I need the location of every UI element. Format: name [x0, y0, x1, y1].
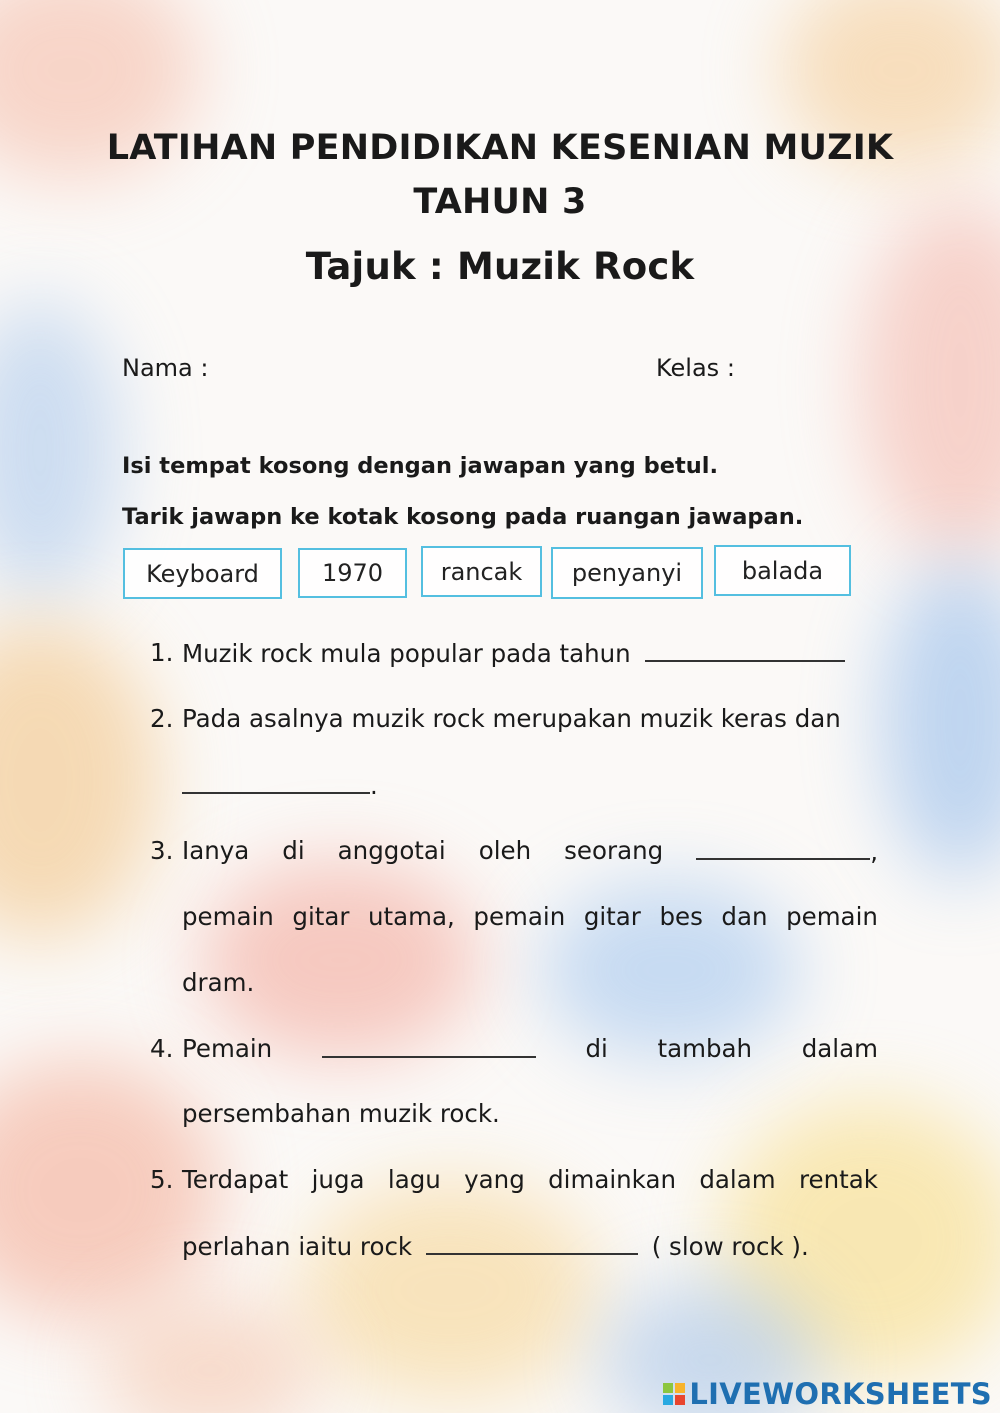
question-3-word: pemain	[473, 902, 566, 931]
question-5-line1	[182, 1165, 878, 1194]
question-3-word: pemain	[786, 902, 878, 931]
answer-blank-1[interactable]	[645, 638, 845, 662]
question-3-word: di	[282, 836, 305, 865]
question-4-word: Pemain	[182, 1034, 273, 1063]
question-3-word: anggotai	[337, 836, 446, 865]
question-number: 3.	[150, 836, 174, 865]
question-3-word: gitar	[292, 902, 350, 931]
question-3-word: utama,	[368, 902, 455, 931]
question-3-line1	[182, 836, 878, 866]
instruction-drag-answers: Tarik jawapn ke kotak kosong pada ruangan jawapan.	[122, 504, 804, 530]
question-number: 5.	[150, 1165, 174, 1194]
question-3-word: gitar	[583, 902, 641, 931]
class-label: Kelas :	[656, 354, 735, 382]
answer-chip-1970[interactable]: 1970	[298, 548, 407, 598]
question-3-end: ,	[870, 837, 878, 866]
question-5-word: juga	[311, 1165, 365, 1194]
question-number: 1.	[150, 638, 174, 667]
question-1-text: Muzik rock mula popular pada tahun	[182, 639, 631, 668]
question-4-word: dalam	[801, 1034, 878, 1063]
question-3-word: oleh	[478, 836, 532, 865]
liveworksheets-logo-mark-icon	[663, 1383, 685, 1405]
question-5-word: lagu	[387, 1165, 441, 1194]
question-5-word: Terdapat	[182, 1165, 289, 1194]
answer-chip-balada[interactable]: balada	[714, 545, 851, 596]
answer-blank-5[interactable]	[426, 1231, 638, 1255]
question-4-line2: persembahan muzik rock.	[182, 1099, 500, 1128]
question-3-word: seorang	[564, 836, 664, 865]
question-3-line3: dram.	[182, 968, 255, 997]
question-5-word: yang	[464, 1165, 525, 1194]
answer-blank-4[interactable]	[322, 1034, 536, 1058]
question-1	[182, 638, 845, 668]
liveworksheets-logo	[663, 1377, 992, 1411]
worksheet-topic: Tajuk : Muzik Rock	[305, 245, 695, 288]
question-5-word: rentak	[798, 1165, 878, 1194]
question-3-word: dan	[721, 902, 768, 931]
question-3-word: bes	[659, 902, 703, 931]
question-4-line1	[182, 1034, 878, 1063]
question-2-line1: Pada asalnya muzik rock merupakan muzik keras dan	[182, 704, 841, 733]
worksheet-title-line2: TAHUN 3	[413, 182, 587, 222]
question-5-start: perlahan iaitu rock	[182, 1232, 413, 1261]
question-number: 4.	[150, 1034, 174, 1063]
answer-chip-keyboard[interactable]: Keyboard	[123, 548, 282, 599]
question-2-end: .	[370, 771, 378, 800]
worksheet-title-line1: LATIHAN PENDIDIKAN KESENIAN MUZIK	[106, 128, 894, 168]
answer-chip-penyanyi[interactable]: penyanyi	[551, 547, 703, 599]
question-3-word: pemain	[182, 902, 274, 931]
question-5-word: dimainkan	[548, 1165, 676, 1194]
question-number: 2.	[150, 704, 174, 733]
question-2-line2	[182, 770, 378, 800]
question-3-line2	[182, 902, 878, 931]
instruction-fill-blanks: Isi tempat kosong dengan jawapan yang betul.	[122, 453, 719, 479]
answer-chip-rancak[interactable]: rancak	[421, 546, 542, 597]
liveworksheets-logo-text: LIVEWORKSHEETS	[689, 1377, 992, 1411]
question-3-word: Ianya	[182, 836, 250, 865]
answer-blank-2[interactable]	[182, 770, 370, 794]
question-5-word: dalam	[699, 1165, 776, 1194]
answer-blank-3[interactable]	[696, 836, 870, 860]
question-5-line2	[182, 1231, 809, 1261]
question-5-end: ( slow rock ).	[651, 1232, 809, 1261]
name-label: Nama :	[122, 354, 209, 382]
question-4-word: tambah	[657, 1034, 753, 1063]
question-4-word: di	[585, 1034, 608, 1063]
question-3-blank-group	[696, 836, 878, 866]
